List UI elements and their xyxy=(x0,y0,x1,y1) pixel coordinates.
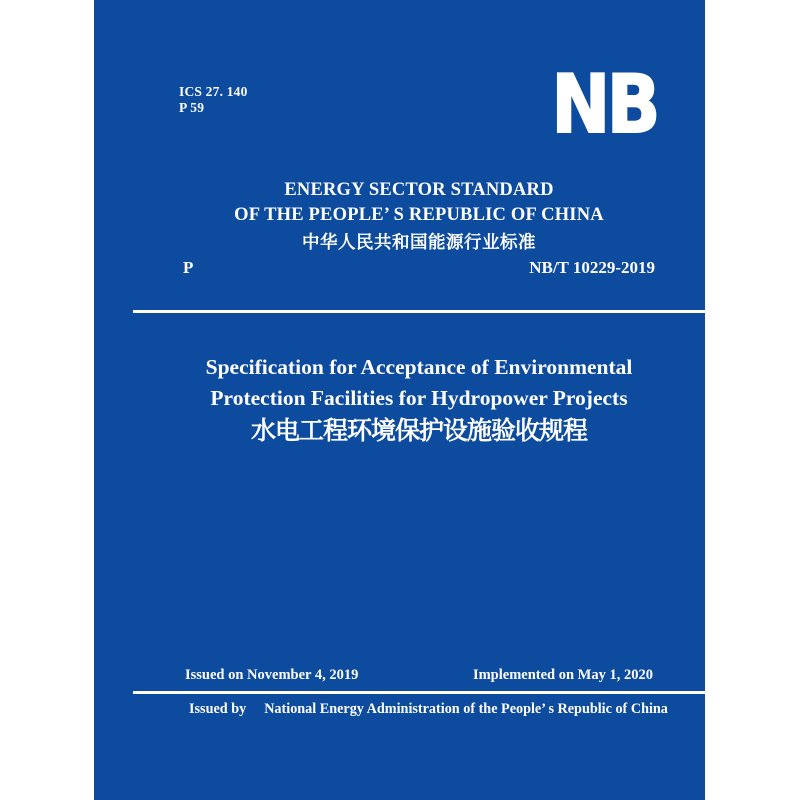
divider-line-bottom xyxy=(133,691,705,694)
standard-type-zh: 中华人民共和国能源行业标准 xyxy=(302,232,536,252)
code-row xyxy=(133,258,705,278)
standard-cover xyxy=(94,0,705,800)
title-zh: 水电工程环境保护设施验收规程 xyxy=(250,418,587,445)
standard-type-header xyxy=(133,178,705,254)
standard-type-en-line2: OF THE PEOPLE’ S REPUBLIC OF CHINA xyxy=(234,204,604,225)
title-en-line1: Specification for Acceptance of Environmental xyxy=(205,355,633,379)
doc-class-letter: P xyxy=(183,258,194,277)
classification-code: P 59 xyxy=(179,99,205,115)
standard-type-en-line1: ENERGY SECTOR STANDARD xyxy=(284,180,554,200)
standard-number: NB/T 10229-2019 xyxy=(529,258,655,277)
dates-row xyxy=(133,664,705,686)
issued-by-label: Issued by xyxy=(189,701,247,717)
nb-logo: NB xyxy=(551,58,657,151)
issued-date: Issued on November 4, 2019 xyxy=(185,667,359,683)
ics-block xyxy=(179,84,248,115)
divider-line-top xyxy=(133,310,705,313)
title-block xyxy=(133,352,705,448)
issuer-row xyxy=(133,698,705,720)
ics-code: ICS 27. 140 xyxy=(179,84,248,99)
issuer-name: National Energy Administration of the People’ s Republic of China xyxy=(264,701,668,717)
title-en-line2: Protection Facilities for Hydropower Projects xyxy=(210,385,628,410)
implemented-date: Implemented on May 1, 2020 xyxy=(472,667,653,683)
